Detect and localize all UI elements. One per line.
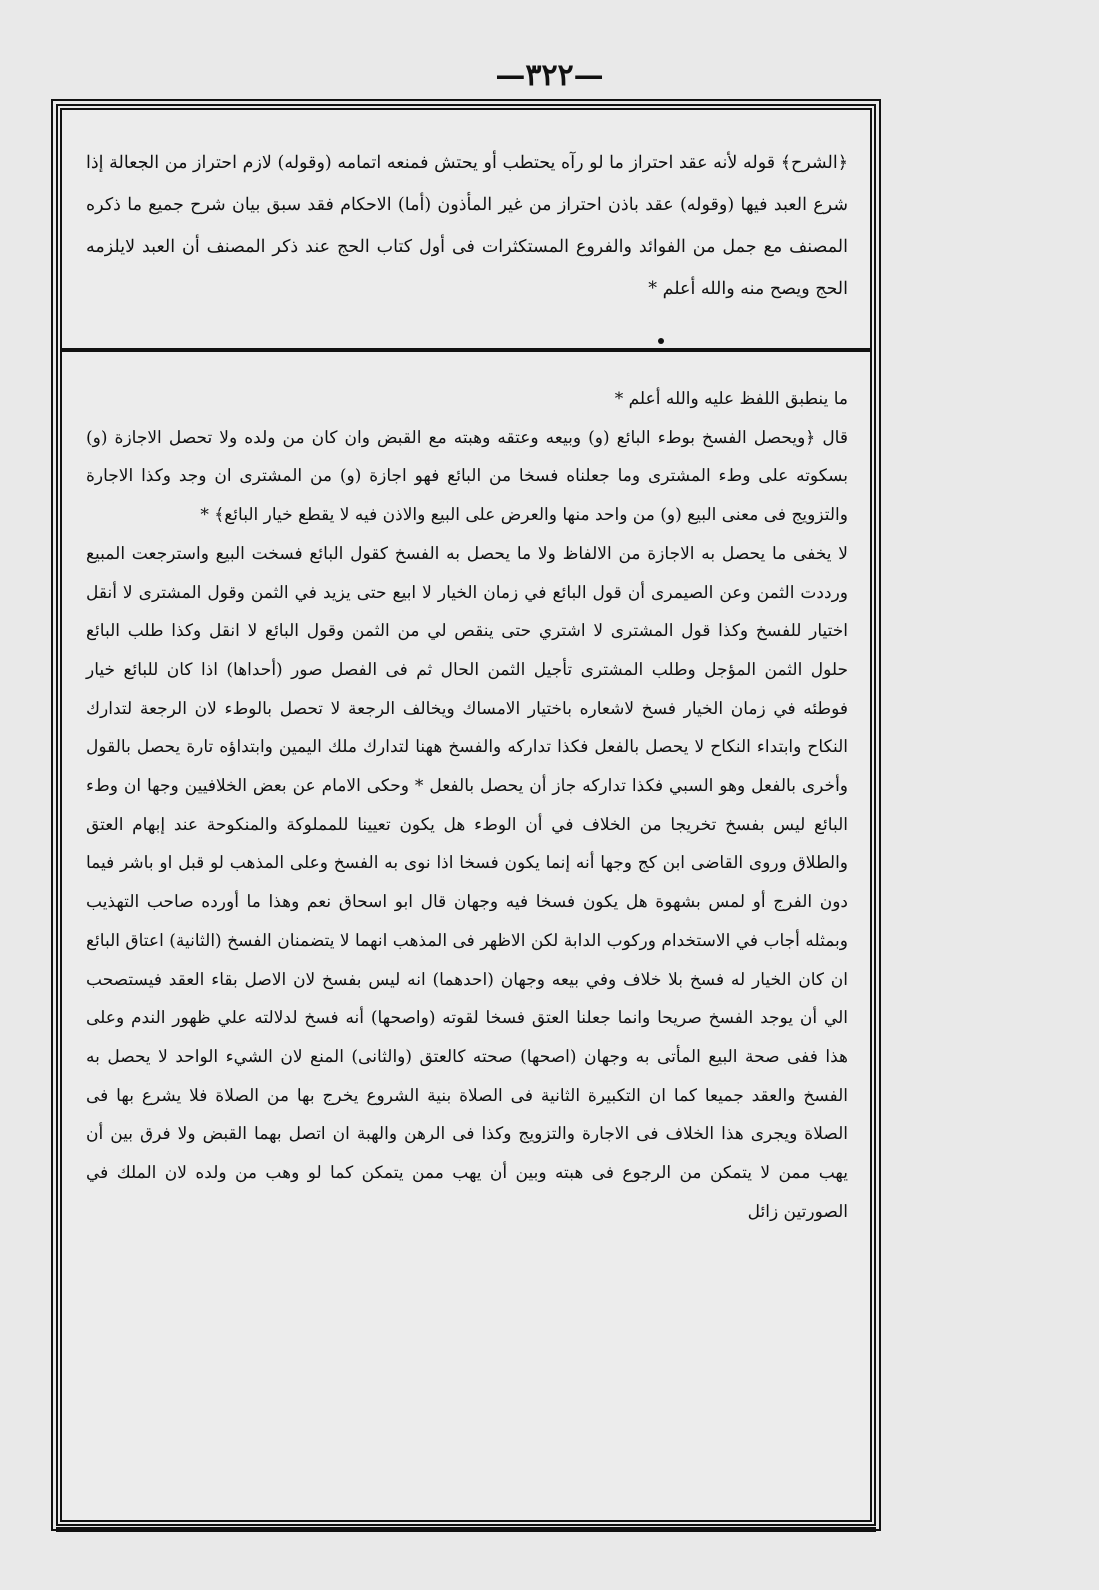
main-paragraph: قال ﴿ويحصل الفسخ بوطء البائع (و) وبيعه وعتقه وهبته مع القبض وان كان من ولده ولا تحصل الاجازة (و) بسكوته على وطء المشترى وما جعلناه فسخا من البائع فهو اجازة (و) من المشترى ان وجد وكذا الاجارة والتزويج فى معنى البيع (و) من واحد منها والعرض على البيع والاذن فيه لا يقطع خيار البائع﴾ * (86, 427, 848, 526)
section-divider (62, 348, 870, 352)
page-frame (56, 104, 876, 1526)
main-text (86, 380, 848, 1231)
divider-dot (658, 338, 664, 344)
main-paragraph: ما ينطبق اللفظ عليه والله أعلم * (614, 389, 848, 409)
main-paragraph: لا يخفى ما يحصل به الاجازة من الالفاظ ولا ما يحصل به الفسخ كقول البائع فسخت البيع واسترجعت المبيع ورددت الثمن وعن الصيمرى أن قول البائع في زمان الخيار لا ابيع حتى يزيد في الثمن وقول المشترى لا أنقل اختيار للفسخ وكذا قول المشترى لا اشتري حتى ينقص لي من الثمن وقول البائع لا انقل وكذا طلب البائع حلول الثمن المؤجل وطلب المشترى تأجيل الثمن الحال ثم فى الفصل صور (أحداها) اذا كان للبائع خيار فوطئه في زمان الخيار فسخ لاشعاره باختيار الامساك ويخالف الرجعة لا تحصل بالوطء لان الرجعة لتدارك النكاح وابتداء النكاح لا يحصل بالفعل فكذا تداركه والفسخ ههنا لتدارك ملك اليمين وابتداؤه تارة يحصل بالقول وأخرى بالفعل وهو السبي فكذا تداركه جاز أن يحصل بالفعل * وحكى الامام عن بعض الخلافيين وجها ان وطء البائع ليس بفسخ تخريجا من الخلاف في أن الوطء هل يكون تعيينا للمملوكة والمنكوحة عند إبهام العتق والطلاق وروى القاضى ابن كج وجها أنه إنما يكون فسخا اذا نوى به الفسخ وعلى المذهب لو قبل او باشر فيما دون الفرج أو لمس بشهوة هل يكون فسخا فيه وجهان قال ابو اسحاق نعم وهذا ما أورده صاحب التهذيب وبمثله أجاب في الاستخدام وركوب الدابة لكن الاظهر فى المذهب انهما لا يتضمنان الفسخ (الثانية) اعتاق البائع ان كان الخيار له فسخ بلا خلاف وفي بيعه وجهان (احدهما) انه ليس بفسخ لان الاصل بقاء العقد فيستصحب الي أن يوجد الفسخ صريحا وانما جعلنا العتق فسخا لقوته (واصحها) أنه فسخ لدلالته علي ظهور الندم وعلى هذا ففى صحة البيع المأتى به وجهان (اصحها) صحته كالعتق (والثانى) المنع لان الشيء الواحد لا يحصل به الفسخ والعقد جميعا كما ان التكبيرة الثانية فى الصلاة بنية الشروع يخرج بها من الصلاة فلا يشرع بها فى الصلاة ويجرى هذا الخلاف فى الاجارة والتزويج وكذا فى الرهن والهبة ان اتصل بهما القبض ولا فرق بين أن يهب ممن لا يتمكن من الرجوع فى هبته وبين أن يهب ممن يتمكن كما لو وهب من ولده لان الملك في الصورتين زائل (86, 543, 848, 1222)
page-number: —٣٢٢— (495, 58, 604, 93)
sharh-commentary: ﴿الشرح﴾ قوله لأنه عقد احتراز ما لو رآه يحتطب أو يحتش فمنعه اتمامه (وقوله) لازم احتراز من الجعالة إذا شرع العبد فيها (وقوله) عقد باذن احتراز من غير المأذون (أما) الاحكام فقد سبق بيان شرح جميع ما ذكره المصنف مع جمل من الفوائد والفروع المستكثرات فى أول كتاب الحج عند ذكر المصنف أن العبد لايلزمه الحج ويصح منه والله أعلم * (86, 153, 848, 299)
bottom-rule (56, 1527, 876, 1532)
